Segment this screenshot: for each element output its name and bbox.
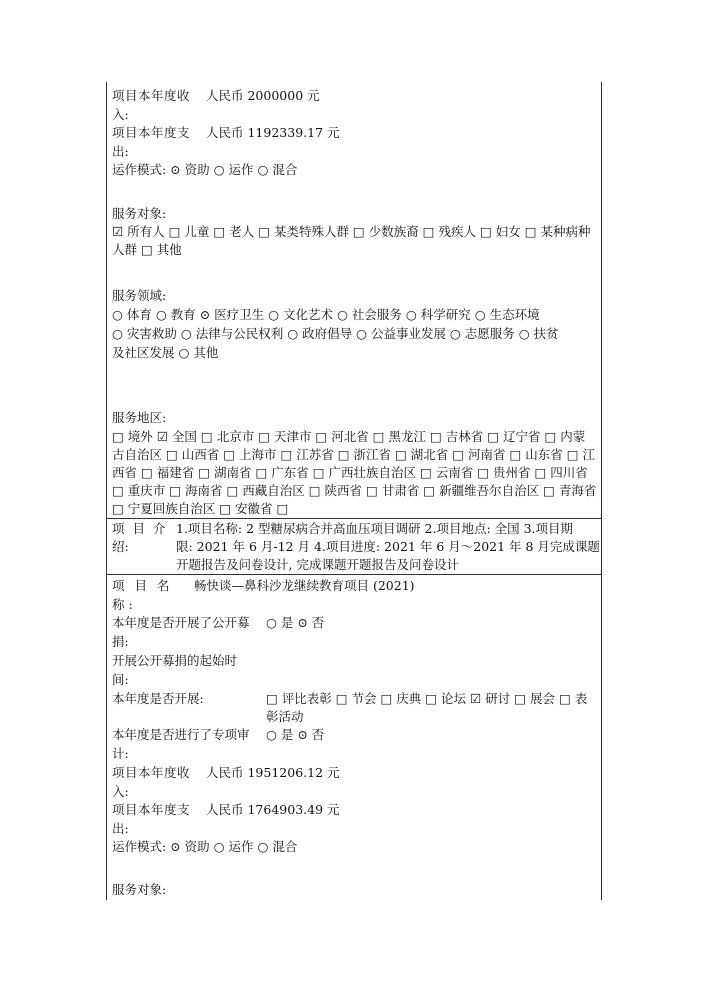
service-field-label: 服务领域: — [112, 288, 167, 303]
service-target-options-cont: 人群 □ 其他 — [112, 242, 182, 257]
operation-mode: 运作模式: ⊙ 资助 ○ 运作 ○ 混合 — [112, 162, 298, 177]
income-label: 项目本年度收 — [112, 88, 191, 103]
service-region-label: 服务地区: — [112, 410, 167, 425]
table-left-border — [106, 82, 107, 900]
service-region-options-cont: 西省 □ 福建省 □ 湖南省 □ 广东省 □ 广西壮族自治区 □ 云南省 □ 贵州省 □ 四川省 — [112, 465, 588, 480]
service-field-options-cont: 及社区发展 ○ 其他 — [112, 345, 219, 360]
fundraise-start-label-cont: 间: — [112, 672, 129, 687]
row-divider — [106, 574, 602, 575]
fundraise-label: 本年度是否开展了公开募 — [112, 615, 250, 630]
income-label: 项目本年度收 — [112, 765, 191, 780]
service-target-options: ☑ 所有人 □ 儿童 □ 老人 □ 某类特殊人群 □ 少数族裔 □ 残疾人 □ 妇女 □ 某种病种 — [112, 224, 591, 239]
project-name-value: 畅快谈—鼻科沙龙继续教育项目 (2021) — [194, 578, 415, 593]
service-target-label: 服务对象: — [112, 206, 167, 221]
service-region-options-cont: □ 宁夏回族自治区 □ 安徽省 □ — [112, 501, 289, 516]
fundraise-start-label: 开展公开募捐的起始时 — [112, 653, 238, 668]
service-target-label: 服务对象: — [112, 882, 167, 897]
service-region-options: □ 境外 ☑ 全国 □ 北京市 □ 天津市 □ 河北省 □ 黑龙江 □ 吉林省 □ 辽宁省 □ 内蒙 — [112, 429, 586, 444]
expense-label-cont: 出: — [112, 821, 129, 836]
expense-label: 项目本年度支 — [112, 125, 191, 140]
events-options: □ 评比表彰 □ 节会 □ 庆典 □ 论坛 ☑ 研讨 □ 展会 □ 表 — [266, 691, 588, 706]
service-region-options-cont: 古自治区 □ 山西省 □ 上海市 □ 江苏省 □ 浙江省 □ 湖北省 □ 河南省 □ 山东省 □ 江 — [112, 447, 596, 462]
intro-text-cont: 限: 2021 年 6 月-12 月 4.项目进度: 2021 年 6 月～2021 年 8 月完成课题 — [176, 539, 600, 554]
audit-options: ○ 是 ⊙ 否 — [266, 727, 325, 742]
intro-text: 1.项目名称: 2 型糖尿病合并高血压项目调研 2.项目地点: 全国 3.项目期 — [176, 521, 574, 536]
expense-label: 项目本年度支 — [112, 802, 191, 817]
intro-text-cont: 开题报告及问卷设计, 完成课题开题报告及问卷设计 — [176, 557, 459, 572]
income-label-cont: 入: — [112, 784, 129, 799]
expense-label-cont: 出: — [112, 144, 129, 159]
events-label: 本年度是否开展: — [112, 691, 204, 706]
operation-mode: 运作模式: ⊙ 资助 ○ 运作 ○ 混合 — [112, 839, 298, 854]
events-options-cont: 彰活动 — [266, 709, 304, 724]
intro-label: 项 目 介 — [112, 521, 168, 536]
expense-value: 人民币 1764903.49 元 — [206, 802, 340, 817]
service-region-options-cont: □ 重庆市 □ 海南省 □ 西藏自治区 □ 陕西省 □ 甘肃省 □ 新疆维吾尔自治区 □ 青海省 — [112, 483, 597, 498]
fundraise-options: ○ 是 ⊙ 否 — [266, 615, 325, 630]
audit-label: 本年度是否进行了专项审 — [112, 727, 250, 742]
service-field-options-cont: ○ 灾害救助 ○ 法律与公民权利 ○ 政府倡导 ○ 公益事业发展 ○ 志愿服务 ○ 扶贫 — [112, 326, 559, 341]
intro-label-cont: 绍: — [112, 539, 129, 554]
row-divider — [106, 518, 602, 519]
fundraise-label-cont: 捐: — [112, 634, 129, 649]
audit-label-cont: 计: — [112, 746, 129, 761]
expense-value: 人民币 1192339.17 元 — [206, 125, 340, 140]
project-table — [106, 82, 601, 900]
service-field-options: ○ 体育 ○ 教育 ⊙ 医疗卫生 ○ 文化艺术 ○ 社会服务 ○ 科学研究 ○ 生态环境 — [112, 307, 540, 322]
income-label-cont: 入: — [112, 107, 129, 122]
project-name-label-cont: 称 : — [112, 597, 133, 612]
table-right-border — [601, 82, 602, 900]
income-value: 人民币 1951206.12 元 — [206, 765, 340, 780]
project-name-label: 项 目 名 — [112, 578, 173, 593]
income-value: 人民币 2000000 元 — [206, 88, 320, 103]
